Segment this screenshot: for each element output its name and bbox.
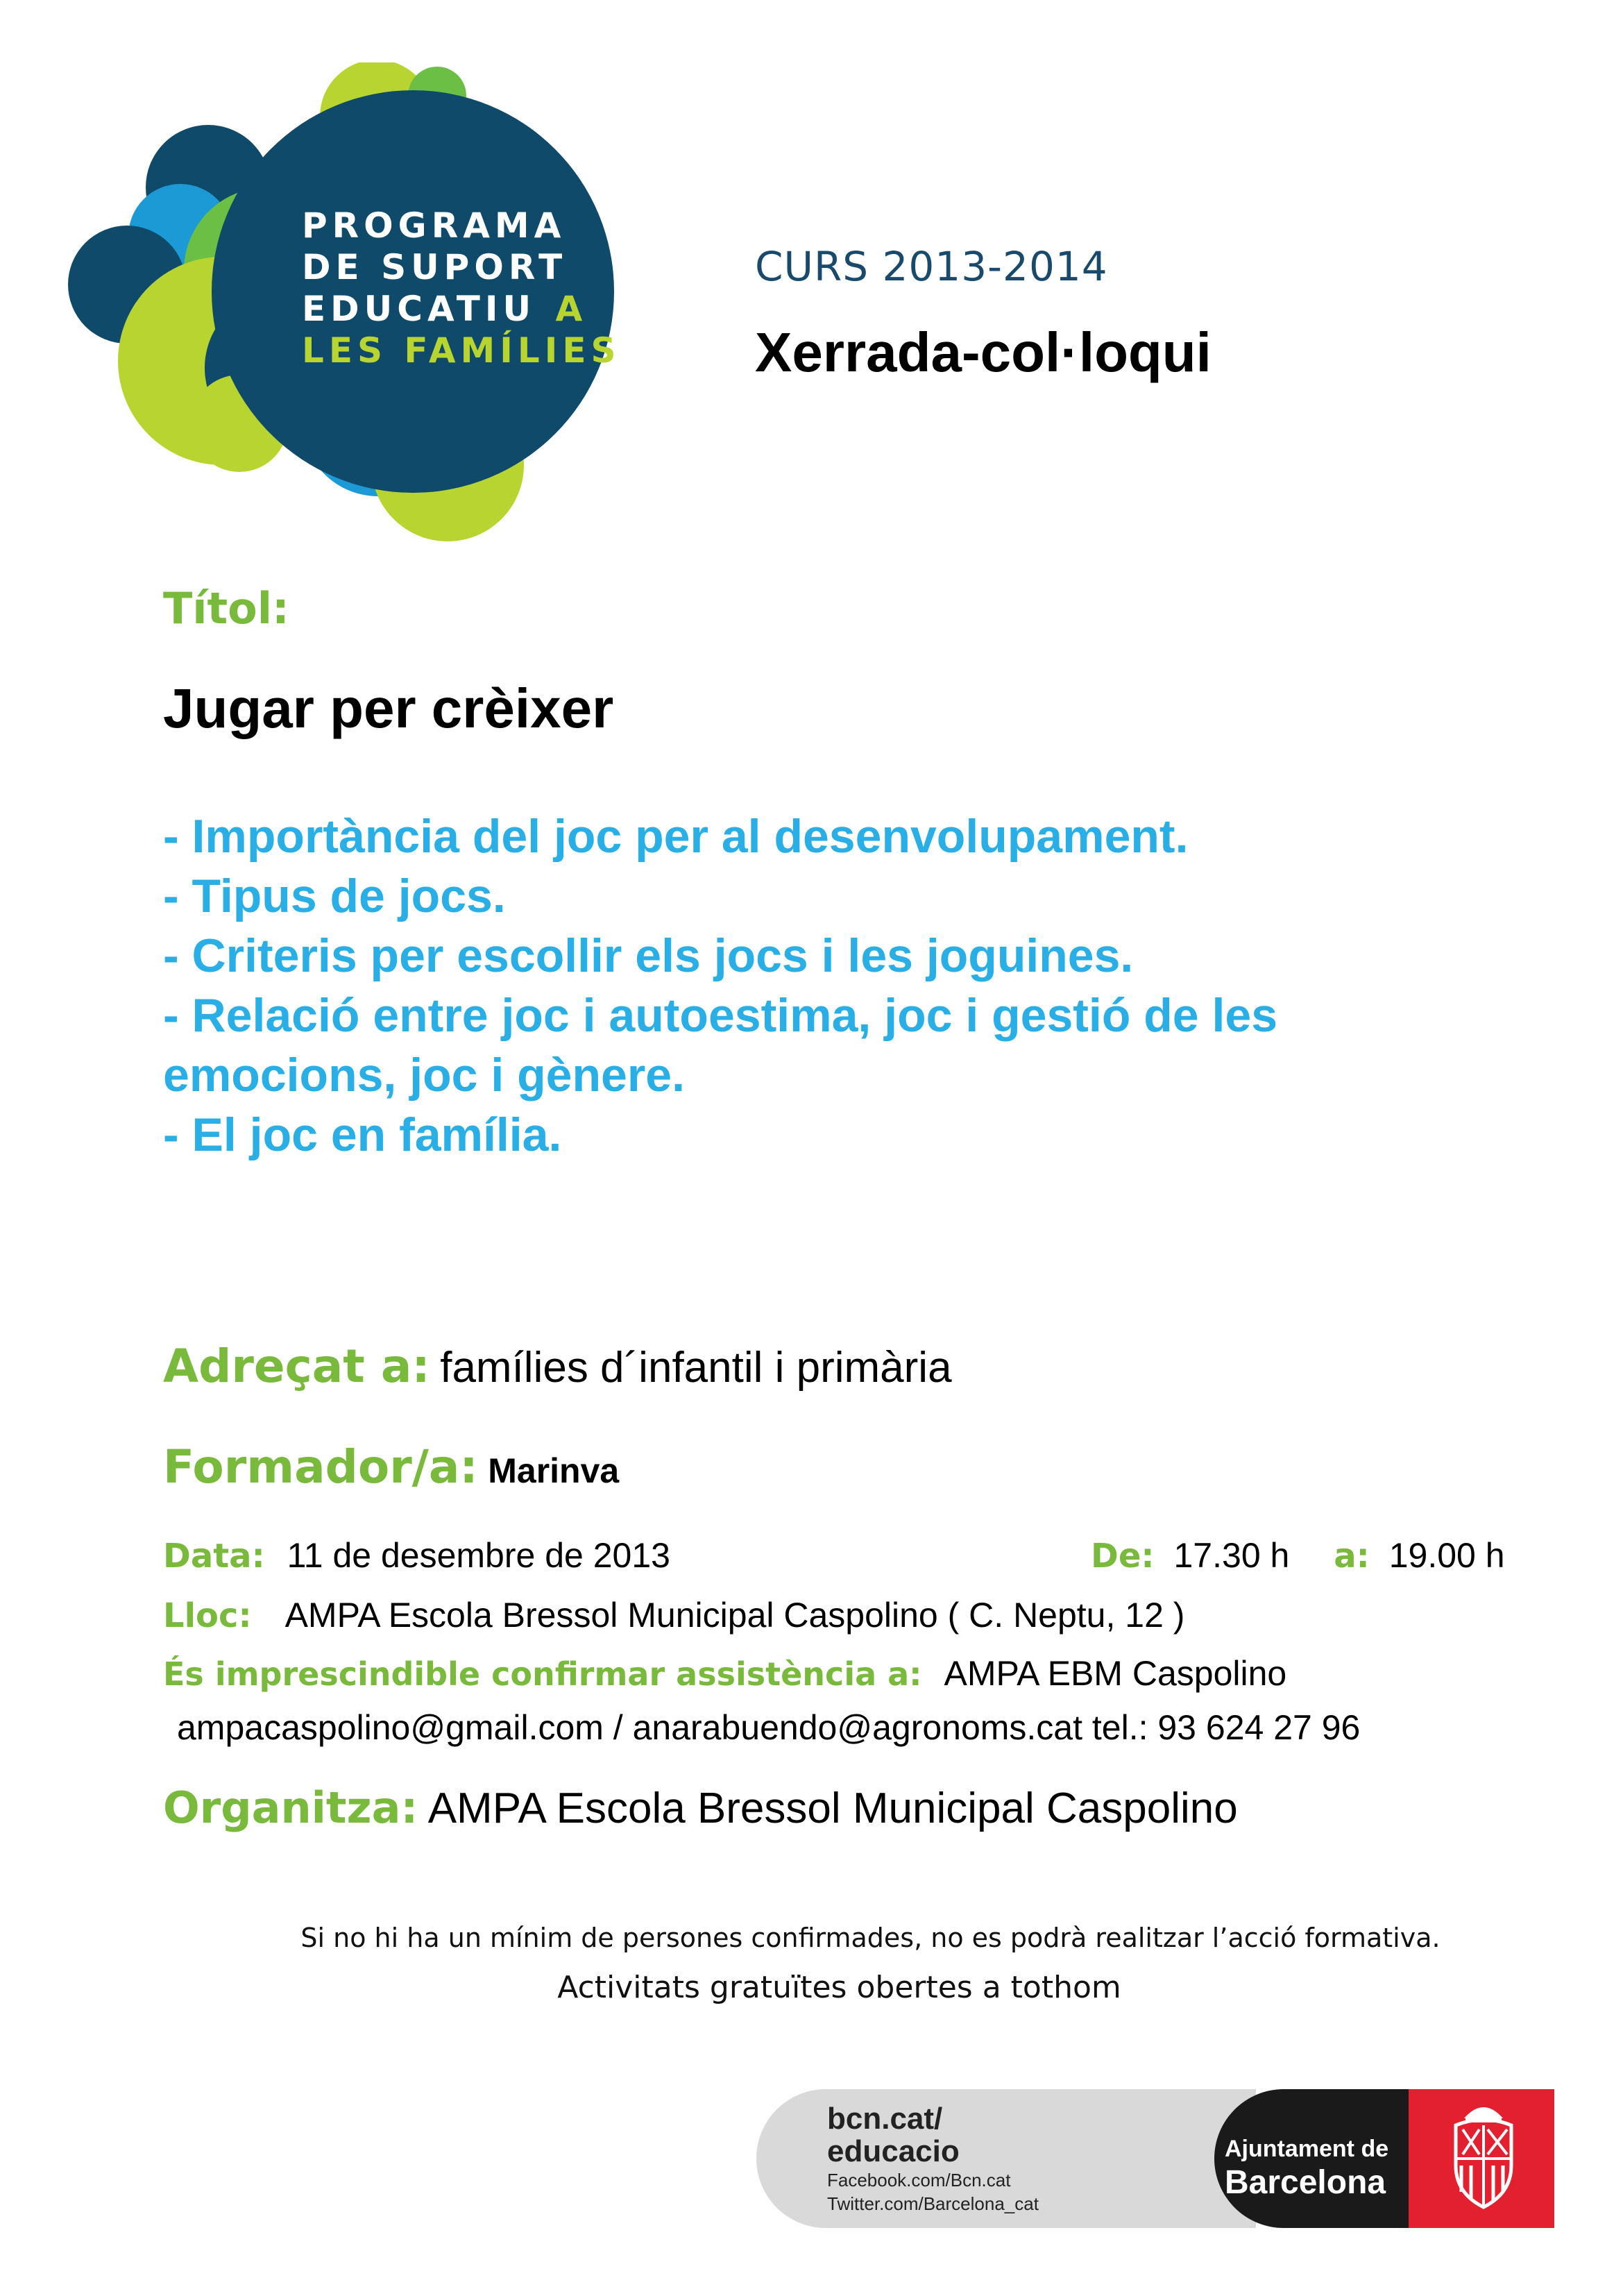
footer-facebook: Facebook.com/Bcn.cat	[827, 2170, 1011, 2191]
logo-line-2: DE SUPORT	[302, 247, 568, 287]
audience-row	[163, 1340, 952, 1393]
organizer-label: Organitza:	[163, 1782, 418, 1833]
location-value: AMPA Escola Bressol Municipal Caspolino ( C. Neptu, 12 )	[284, 1596, 1185, 1635]
confirm-label: És imprescindible confirmar assistència a:	[163, 1655, 922, 1693]
logo-line-1: PROGRAMA	[302, 205, 566, 246]
barcelona-shield-icon	[1456, 2107, 1511, 2207]
time-to-label: a:	[1334, 1537, 1370, 1576]
organizer-row	[163, 1782, 1238, 1833]
footer-ajuntament-line-2: Barcelona	[1225, 2164, 1386, 2201]
topic-item: - Importància del joc per al desenvolupament.	[163, 810, 1189, 863]
audience-value: famílies d´infantil i primària	[440, 1344, 952, 1392]
topic-item: - Tipus de jocs.	[163, 870, 506, 922]
programa-logo	[59, 62, 642, 541]
topics-list	[163, 807, 1481, 1165]
course-year: CURS 2013-2014	[755, 243, 1108, 290]
topic-item: - Relació entre joc i autoestima, joc i gestió de les	[163, 989, 1278, 1042]
date-value: 11 de desembre de 2013	[287, 1536, 670, 1575]
organizer-value: AMPA Escola Bressol Municipal Caspolino	[427, 1784, 1238, 1832]
time-from-label: De:	[1091, 1537, 1155, 1576]
footer-twitter: Twitter.com/Barcelona_cat	[827, 2193, 1039, 2214]
trainer-row	[163, 1440, 619, 1494]
audience-label: Adreçat a:	[163, 1340, 430, 1393]
date-label: Data:	[163, 1537, 265, 1576]
footer-ajuntament-line-1: Ajuntament de	[1225, 2136, 1389, 2162]
event-type: Xerrada-col·loqui	[755, 321, 1212, 383]
topic-item: emocions, joc i gènere.	[163, 1049, 686, 1101]
footer-web-line-2: educacio	[827, 2134, 960, 2168]
footer-banner	[756, 2089, 1554, 2228]
free-notice: Activitats gratuïtes obertes a tothom	[557, 1970, 1121, 2005]
logo-line-3: EDUCATIU A	[302, 289, 588, 329]
time-to-value: 19.00 h	[1388, 1536, 1505, 1575]
logo-line-4: LES FAMÍLIES	[302, 330, 621, 371]
time-row	[1091, 1535, 1505, 1576]
location-row	[163, 1595, 1184, 1635]
trainer-label: Formador/a:	[163, 1440, 478, 1494]
trainer-value: Marinva	[488, 1451, 620, 1490]
title-label: Títol:	[163, 583, 289, 634]
confirm-value: AMPA EBM Caspolino	[944, 1654, 1287, 1693]
date-row	[163, 1535, 670, 1576]
time-from-value: 17.30 h	[1173, 1536, 1290, 1575]
contact-info: ampacaspolino@gmail.com / anarabuendo@agronoms.cat tel.: 93 624 27 96	[177, 1708, 1361, 1747]
confirm-row	[163, 1653, 1286, 1694]
footer-web-line-1: bcn.cat/	[827, 2102, 943, 2136]
topic-item: - Criteris per escollir els jocs i les joguines.	[163, 929, 1134, 982]
location-label: Lloc:	[163, 1596, 252, 1635]
topic-item: - El joc en família.	[163, 1108, 562, 1161]
page-title: Jugar per crèixer	[163, 677, 614, 739]
minimum-notice: Si no hi ha un mínim de persones confirmades, no es podrà realitzar l’acció formativa.	[300, 1923, 1441, 1953]
